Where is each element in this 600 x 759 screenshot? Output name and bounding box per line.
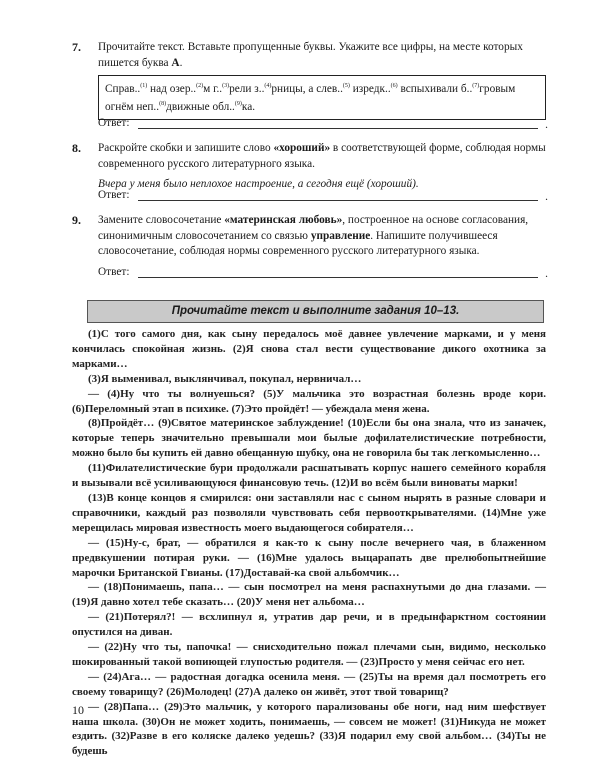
task-8-example: Вчера у меня было неплохое настроение, а сегодня ещё (хороший).	[98, 178, 419, 190]
task-9-phrase: «материнская любовь»	[224, 214, 343, 226]
task-7-text-box	[98, 75, 546, 120]
gap-marker: (3)	[222, 83, 230, 89]
text-paragraph: — (18)Понимаешь, папа… — сын посмотрел на меня распахнутыми до дна глазами. — (19)Я давно хотел тебе сказать… (20)У меня нет альбома…	[72, 581, 546, 609]
text-paragraph: (3)Я выменивал, выклянчивал, покупал, нервничал…	[88, 372, 362, 385]
answer-line[interactable]	[138, 277, 538, 278]
box-segment: Справ..	[105, 82, 141, 95]
task-7-number: 7.	[72, 40, 81, 54]
gap-marker: (6)	[390, 83, 398, 89]
answer-line[interactable]	[138, 200, 538, 201]
text-paragraph: (11)Филателистические бури продолжали расшатывать корпус нашего семейного корабля и вызывали всё усиливающуюся финансовую течь. (12)И во всём были виноваты марки!	[72, 462, 546, 490]
box-segment: вспыхивали б..	[397, 82, 473, 95]
task-7-answer[interactable]: Ответ: .	[98, 117, 548, 131]
task-9-instruction-end: . Напишите получившееся словосочетание, соблюдая нормы современного русского литературного языка.	[98, 229, 498, 257]
gap-marker: (7)	[472, 83, 480, 89]
gap-marker: (5)	[342, 83, 350, 89]
box-segment: ка.	[241, 101, 256, 114]
task-8-number: 8.	[72, 141, 81, 155]
task-9-number: 9.	[72, 213, 81, 227]
gap-marker: (2)	[196, 83, 204, 89]
box-segment: рницы, а слев..	[271, 82, 343, 95]
page-number: 10	[72, 703, 84, 717]
text-paragraph: (13)В конце концов я смирился: они заставляли нас с сыном нырять в разные словари и справочники, каждый раз позволяли чувствовать себя первооткрывателями. (14)Мне уже мерещилась мировая известность моего выдающегося собирателя…	[72, 491, 546, 534]
box-segment: изредк..	[349, 82, 391, 95]
task-7-instruction: Прочитайте текст. Вставьте пропущенные буквы. Укажите все цифры, на месте которых пишется буква	[98, 41, 523, 69]
text-paragraph: (1)С того самого дня, как сыну передалось моё давнее увлечение марками, и у меня кончилась спокойная жизнь. (2)Я снова стал вести существование дикого охотника за марками…	[72, 328, 546, 370]
task-8-instruction: Раскройте скобки и запишите слово	[98, 142, 274, 154]
text-paragraph: — (28)Папа… (29)Это мальчик, у которого парализованы обе ноги, над ним шефствует наша школа. (30)Он не может ходить, понимаешь, — совсем не может! (31)Никуда не может ездить. (32)Разве в его коляске далеко уедешь? (33)Я подарил ему свой альбом… (34)Ты не будешь	[72, 700, 546, 758]
task-9-answer[interactable]: Ответ: .	[98, 266, 548, 280]
text-paragraph: (8)Пройдёт… (9)Святое материнское заблуждение! (10)Если бы она знала, что из заначек, которые теперь значительно превышали мои былые дофилателистические потребности, можно было бы купить ей давно обещанную шубку, она не говорила бы так легкомысленно…	[72, 417, 546, 460]
task-8-body	[98, 141, 546, 193]
text-paragraph: — (22)Ну что ты, папочка! — снисходительно пожал плечами сын, видимо, несколько шокированный такой вопиющей глупостью родителя. — (23)Просто у меня сейчас его нет.	[72, 641, 546, 668]
task-7-instruction-end: .	[179, 56, 183, 69]
text-paragraph: — (4)Ну что ты волнуешься? (5)У мальчика это возрастная болезнь вроде кори. (6)Переломный этап в психике. (7)Это пройдёт! — убеждала меня жена.	[72, 387, 546, 415]
task-9-body	[98, 213, 546, 260]
box-segment: рели з..	[229, 82, 265, 95]
box-segment: м г..	[203, 82, 223, 95]
gap-marker: (9)	[234, 101, 242, 108]
gap-marker: (4)	[264, 83, 272, 89]
task-9-instruction: Замените словосочетание	[98, 214, 225, 226]
box-segment: движные обл..	[166, 101, 235, 114]
box-segment: над озер..	[147, 82, 197, 95]
answer-label: Ответ:	[98, 189, 130, 201]
section-banner: Прочитайте текст и выполните задания 10–13.	[87, 300, 544, 323]
answer-line[interactable]	[138, 128, 538, 129]
reading-text	[72, 327, 546, 759]
task-8-answer[interactable]: Ответ: .	[98, 189, 548, 203]
gap-marker: (1)	[140, 83, 148, 89]
task-9-instruction-mid: , построенное на основе согласования, синонимичным словосочетанием со связью	[98, 214, 529, 242]
task-7-letter: А	[171, 56, 180, 69]
text-paragraph: — (15)Ну-с, брат, — обратился я как-то к сыну после вечернего чая, в блаженном предвкушении потирая руки. — (16)Мне удалось выцарапать две прелюбопытнейшие марочки Британской Гвианы. (17)Доставай-ка свой альбомчик…	[72, 536, 546, 579]
task-9-relation: управление	[310, 229, 371, 242]
task-7-body	[98, 40, 546, 120]
task-8-word: «хороший»	[273, 142, 331, 154]
box-segment: гровым огнём неп..	[105, 82, 516, 114]
answer-label: Ответ:	[98, 117, 130, 129]
text-paragraph: — (21)Потерял?! — всхлипнул я, утратив дар речи, и в предынфарктном состоянии опустился на диван.	[72, 611, 546, 639]
answer-label: Ответ:	[98, 266, 130, 278]
text-paragraph: — (24)Ага… — радостная догадка осенила меня. — (25)Ты на время дал посмотреть его своему товарищу? (26)Молодец! (27)А далеко он живёт, этот твой товарищ?	[72, 670, 546, 698]
gap-marker: (8)	[159, 101, 167, 108]
task-8-instruction-end: в соответствующей форме, соблюдая нормы современного русского литературного языка.	[98, 142, 546, 170]
